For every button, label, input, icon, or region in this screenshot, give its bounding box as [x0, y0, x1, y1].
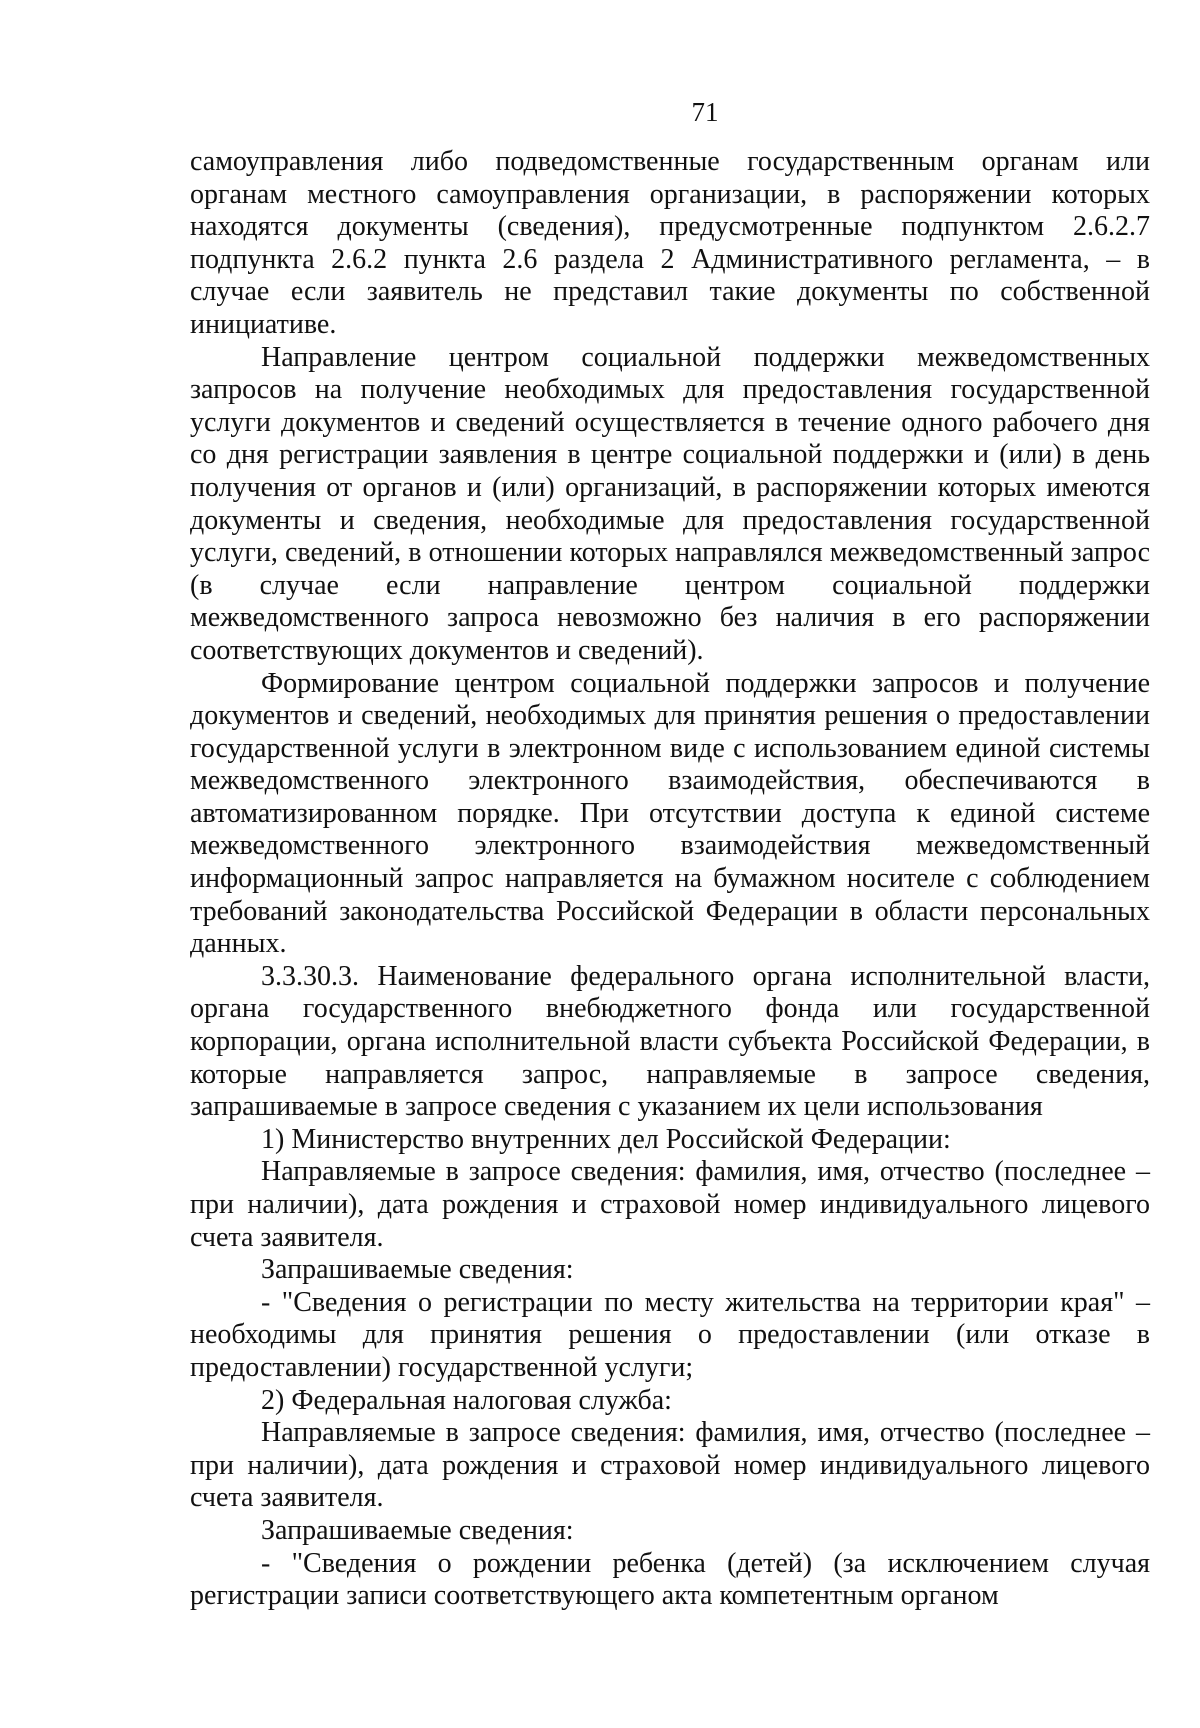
paragraph-section-3-3-30-3: 3.3.30.3. Наименование федерального органа исполнительной власти, органа государственного внебюджетного фонда или государственной корпорации, органа исполнительной власти субъекта Российской Федерации, в которые направляется запрос, направляемые в запросе сведения, запрашиваемые в запросе сведения с указанием их цели использования — [190, 960, 1150, 1123]
paragraph-item-2-requested-heading: Запрашиваемые сведения: — [261, 1514, 574, 1546]
paragraph-electronic-requests: Формирование центром социальной поддержки запросов и получение документов и сведений, необходимых для принятия решения о предоставлении государственной услуги в электронном виде с использованием единой системы межведомственного электронного взаимодействия, обеспечиваются в автоматизированном порядке. При отсутствии доступа к единой системе межведомственного электронного взаимодействия межведомственный информационный запрос направляется на бумажном носителе с соблюдением требований законодательства Российской Федерации в области персональных данных. — [190, 667, 1150, 960]
paragraph-item-2-heading: 2) Федеральная налоговая служба: — [261, 1384, 672, 1416]
paragraph-interagency-requests: Направление центром социальной поддержки межведомственных запросов на получение необходимых для предоставления государственной услуги документов и сведений осуществляется в течение одного рабочего дня со дня регистрации заявления в центре социальной поддержки и (или) в день получения от органов и (или) организаций, в распоряжении которых имеются документы и сведения, необходимые для предоставления государственной услуги, сведений, в отношении которых направлялся межведомственный запрос (в случае если направление центром социальной поддержки межведомственного запроса невозможно без наличия в его распоряжении соответствующих документов и сведений). — [190, 341, 1150, 666]
paragraph-item-1-requested-data: - "Сведения о регистрации по месту жительства на территории края" – необходимы для принятия решения о предоставлении (или отказе в предоставлении) государственной услуги; — [190, 1286, 1150, 1383]
paragraph-item-1-heading: 1) Министерство внутренних дел Российской Федерации: — [261, 1123, 951, 1155]
paragraph-continuation: самоуправления либо подведомственные государственным органам или органам местного самоуправления организации, в распоряжении которых находятся документы (сведения), предусмотренные подпунктом 2.6.2.7 подпункта 2.6.2 пункта 2.6 раздела 2 Административного регламента, – в случае если заявитель не представил такие документы по собственной инициативе. — [190, 146, 1150, 340]
document-body — [190, 146, 1150, 1613]
paragraph-item-1-requested-heading: Запрашиваемые сведения: — [261, 1254, 574, 1286]
page-number: 71 — [691, 97, 719, 127]
paragraph-item-2-sent-data: Направляемые в запросе сведения: фамилия, имя, отчество (последнее – при наличии), дата рождения и страховой номер индивидуального лицевого счета заявителя. — [190, 1417, 1150, 1514]
paragraph-item-2-requested-data: - "Сведения о рождении ребенка (детей) (за исключением случая регистрации записи соответствующего акта компетентным органом — [190, 1547, 1150, 1612]
paragraph-item-1-sent-data: Направляемые в запросе сведения: фамилия, имя, отчество (последнее – при наличии), дата рождения и страховой номер индивидуального лицевого счета заявителя. — [190, 1156, 1150, 1253]
